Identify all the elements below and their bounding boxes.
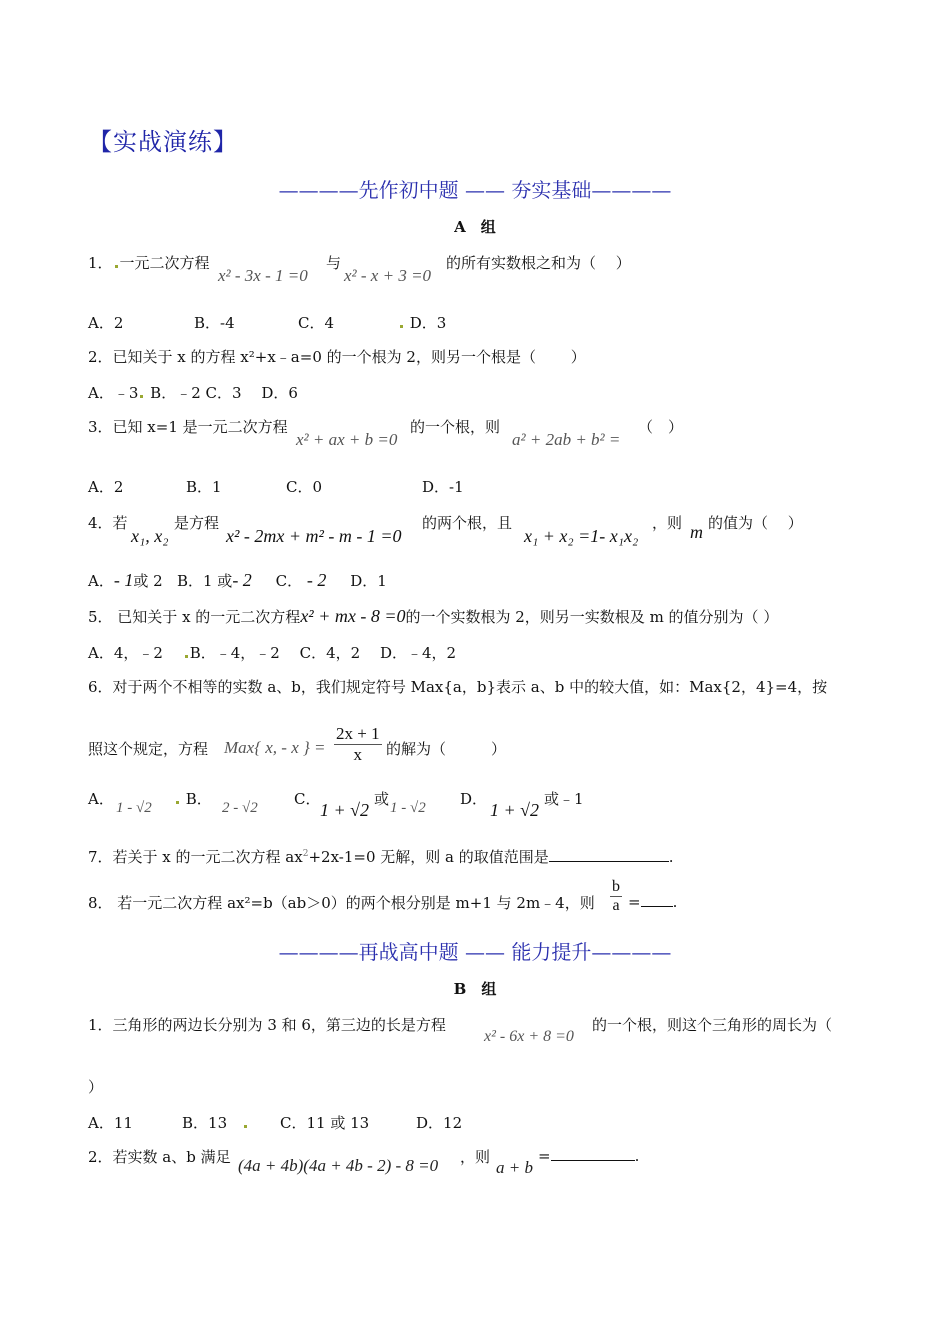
q8-fraction: $\frac{b}{a}$ — [612, 878, 620, 914]
q6-fraction: $\frac{2x + 1}{x}$ — [336, 724, 380, 764]
q4-option-d: D．1 — [350, 572, 387, 590]
q2-options — [88, 382, 298, 403]
q4-text-1: 4．若 — [88, 514, 128, 532]
q3-then: 的一个根，则 — [410, 418, 501, 436]
q2-option-c: C．3 — [205, 384, 242, 402]
q6-option-c: C． — [294, 790, 321, 808]
q4-options: A．- 1或 2 B．1 或- 2 C． - 2 D．1 — [88, 570, 387, 590]
b1-option-c: C．11 或 13 — [280, 1114, 370, 1132]
q4-option-c: C． — [275, 572, 303, 590]
q6-option-a: A． — [88, 790, 114, 808]
q3-equation-2: a² + 2ab + b² = — [512, 430, 621, 449]
b1-option-d: D．12 — [416, 1114, 463, 1132]
q1-with: 与 — [326, 254, 342, 272]
q2-text: 2．已知关于 x 的方程 x²+x﹣a=0 的一个根为 2，则另一个根是（ ） — [88, 348, 586, 366]
dot-mark — [115, 265, 118, 268]
b2-expression: a + b — [496, 1158, 533, 1177]
q6-option-c-value-2: 1 - √2 — [390, 800, 426, 816]
q8-answer: = . — [628, 893, 678, 911]
q1-equation-2: x² - x + 3 =0 — [344, 266, 432, 285]
b2-text: 2．若实数 a、b 满足 — [88, 1148, 231, 1166]
q4-condition: x₁ + x₂ =1- x₁x₂ — [524, 526, 639, 546]
b1-text: 1．三角形的两边长分别为 3 和 6，第三边的长是方程 — [88, 1016, 446, 1034]
b1-option-a: A．11 — [88, 1114, 133, 1132]
dot-mark — [140, 395, 143, 398]
q4-variable-m: m — [690, 522, 703, 542]
section-a-title: ————先作初中题 —— 夯实基础———— — [278, 178, 672, 202]
q1-tail: 的所有实数根之和为（ ） — [446, 254, 631, 272]
dot-mark — [185, 655, 188, 658]
b2-answer: = . — [538, 1147, 640, 1165]
q6-option-d-or: 或﹣1 — [544, 790, 584, 808]
q6-option-b: B． — [174, 788, 212, 809]
q3-option-b: B．1 — [186, 478, 222, 496]
q7-answer-blank[interactable] — [549, 847, 669, 862]
q2-option-b: B．﹣2 — [150, 384, 201, 402]
page-title: 【实战演练】 — [88, 128, 238, 156]
b2-equation: (4a + 4b)(4a + 4b - 2) - 8 =0 — [238, 1156, 439, 1175]
q6-option-b-value: 2 - √2 — [222, 800, 258, 816]
q3-option-d: D．-1 — [422, 478, 464, 496]
q6-text-3: 的解为（ ） — [386, 740, 507, 758]
q3-option-a: A．2 — [88, 478, 124, 496]
q6-option-c-or: 或 — [374, 790, 390, 808]
q5-option-c: C．4，2 — [299, 644, 361, 662]
q6-text-2: 照这个规定，方程 — [88, 740, 209, 758]
b2-answer-blank[interactable] — [551, 1146, 635, 1161]
q4-option-a: A． — [88, 572, 114, 590]
q1-option-a: A．2 — [88, 314, 124, 332]
b1-option-b: B．13 — [182, 1112, 249, 1133]
q5-text: 5． 已知关于 x 的一元二次方程x² + mx - 8 =0的一个实数根为 2，则另一实数根及 m 的值分别为（ ） — [88, 606, 779, 626]
q3-text: 3．已知 x=1 是一元二次方程 — [88, 418, 288, 436]
q6-line-1: 6．对于两个不相等的实数 a、b，我们规定符号 Max{a，b}表示 a、b 中的较大值，如：Max{2，4}=4，按 — [88, 678, 828, 696]
q3-bracket: （ ） — [638, 418, 684, 436]
q4-text-3: 的两个根，且 — [422, 514, 513, 532]
q1-equation-1: x² - 3x - 1 =0 — [218, 266, 308, 285]
q3-equation-1: x² + ax + b =0 — [296, 430, 398, 449]
q6-option-d-value: 1 + √2 — [490, 800, 540, 820]
group-a-label: A 组 — [454, 218, 496, 236]
q6-option-d: D． — [460, 790, 488, 808]
q6-equation-left: Max{ x, - x } = — [224, 738, 326, 757]
dot-mark — [176, 801, 179, 804]
dot-mark — [400, 325, 403, 328]
section-b-title: ————再战高中题 —— 能力提升———— — [278, 940, 672, 964]
q3-option-c: C．0 — [286, 478, 323, 496]
q5-option-b: B．﹣4，﹣2 — [189, 644, 280, 662]
q4-text-4: ，则 — [652, 514, 683, 532]
b1-close-bracket: ） — [88, 1078, 104, 1096]
group-b-label: B 组 — [453, 980, 497, 998]
b1-tail: 的一个根，则这个三角形的周长为（ — [592, 1016, 833, 1034]
q1-option-b: B．-4 — [194, 314, 235, 332]
q7-text: 7．若关于 x 的一元二次方程 $ax^2+2x-1=0$ 无解，则 a 的取值范围是 . — [88, 848, 674, 866]
q4-option-b: B．1 或 — [176, 572, 233, 590]
q5-equation: x² + mx - 8 =0 — [300, 606, 406, 626]
q5-options — [88, 642, 456, 663]
b1-equation: x² - 6x + 8 =0 — [484, 1028, 574, 1045]
q6-option-c-value-1: 1 + √2 — [320, 800, 370, 820]
b2-then: ，则 — [460, 1148, 491, 1166]
q2-option-a: A．﹣3 — [88, 384, 139, 402]
q6-option-a-value: 1 - √2 — [116, 800, 152, 816]
q4-equation: x² - 2mx + m² - m - 1 =0 — [226, 526, 402, 546]
q5-option-a: A．4，﹣2 — [88, 644, 163, 662]
q4-text-5: 的值为（ ） — [708, 514, 803, 532]
q1-option-c: C．4 — [298, 314, 335, 332]
q1-text: 1． 一元二次方程 — [88, 254, 210, 272]
q8-text: 8． 若一元二次方程 ax²=b（ab＞0）的两个根分别是 m+1 与 2m﹣4，则 — [88, 894, 595, 912]
q4-text-2: 是方程 — [174, 514, 220, 532]
dot-mark — [244, 1125, 247, 1128]
q2-option-d: D．6 — [261, 384, 298, 402]
q8-answer-blank[interactable] — [641, 892, 673, 907]
q4-roots: x₁, x₂ — [131, 526, 169, 546]
q5-option-d: D．﹣4，2 — [379, 644, 457, 662]
q1-option-d: D．3 — [398, 312, 446, 333]
